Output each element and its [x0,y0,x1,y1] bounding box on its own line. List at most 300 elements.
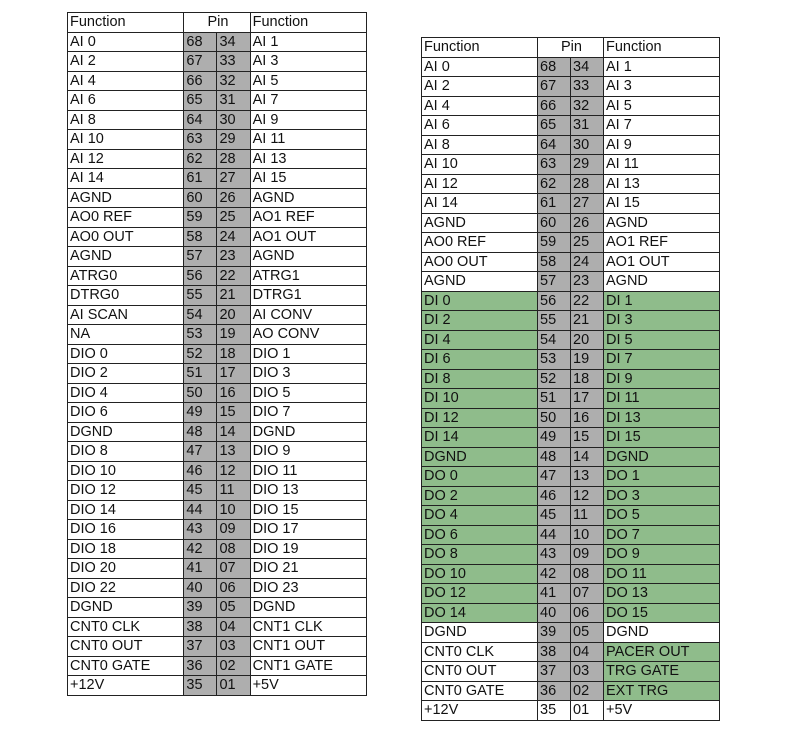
pin-right-cell: 15 [217,403,250,423]
function-left-cell: DIO 6 [68,403,184,423]
function-left-cell: CNT0 GATE [68,656,184,676]
pin-right-cell: 05 [217,598,250,618]
pin-right-cell: 04 [571,642,604,662]
function-right-cell: DIO 13 [250,481,366,501]
column-header-function-right: Function [604,38,720,58]
table-row [422,506,720,526]
pin-right-cell: 25 [217,208,250,228]
function-right-cell: DI 1 [604,291,720,311]
table-row [68,676,367,696]
function-right-cell: DO 5 [604,506,720,526]
pin-right-cell: 11 [571,506,604,526]
pin-left-cell: 60 [184,188,217,208]
table-row [422,681,720,701]
table-row [422,662,720,682]
pin-right-cell: 26 [217,188,250,208]
pin-left-cell: 37 [538,662,571,682]
function-left-cell: AGND [422,213,538,233]
function-right-cell: DI 15 [604,428,720,448]
pin-right-cell: 28 [571,174,604,194]
pin-left-cell: 53 [184,325,217,345]
function-left-cell: DI 10 [422,389,538,409]
function-right-cell: CNT1 OUT [250,637,366,657]
pin-left-cell: 35 [184,676,217,696]
pin-left-cell: 49 [184,403,217,423]
pin-left-cell: 46 [184,461,217,481]
function-right-cell: AGND [250,188,366,208]
pin-right-cell: 08 [217,539,250,559]
pin-left-cell: 67 [184,52,217,72]
function-left-cell: CNT0 OUT [68,637,184,657]
function-left-cell: CNT0 GATE [422,681,538,701]
function-left-cell: DIO 16 [68,520,184,540]
function-left-cell: ATRG0 [68,266,184,286]
table-row [422,155,720,175]
pin-right-cell: 22 [571,291,604,311]
pin-right-cell: 33 [217,52,250,72]
function-right-cell: +5V [604,701,720,721]
pin-left-cell: 36 [184,656,217,676]
function-right-cell: AI 3 [604,77,720,97]
table-row [68,442,367,462]
function-left-cell: AI 2 [68,52,184,72]
pin-right-cell: 19 [571,350,604,370]
column-header-function-left: Function [68,13,184,33]
pin-right-cell: 04 [217,617,250,637]
table-row [68,130,367,150]
function-left-cell: DGND [422,447,538,467]
pin-left-cell: 44 [184,500,217,520]
function-right-cell: EXT TRG [604,681,720,701]
pin-left-cell: 67 [538,77,571,97]
pin-right-cell: 12 [217,461,250,481]
pin-right-cell: 24 [217,227,250,247]
function-right-cell: DO 15 [604,603,720,623]
pin-left-cell: 51 [538,389,571,409]
function-right-cell: AI 13 [250,149,366,169]
pin-right-cell: 31 [571,116,604,136]
function-left-cell: DI 0 [422,291,538,311]
pin-left-cell: 48 [184,422,217,442]
function-right-cell: DIO 17 [250,520,366,540]
pin-left-cell: 52 [538,369,571,389]
function-left-cell: AI 10 [422,155,538,175]
pin-left-cell: 58 [538,252,571,272]
pin-left-cell: 62 [184,149,217,169]
pin-right-cell: 29 [217,130,250,150]
pin-left-cell: 45 [184,481,217,501]
function-left-cell: DI 4 [422,330,538,350]
function-right-cell: DIO 11 [250,461,366,481]
pin-left-cell: 40 [184,578,217,598]
function-left-cell: +12V [68,676,184,696]
pin-right-cell: 22 [217,266,250,286]
pin-right-cell: 25 [571,233,604,253]
function-left-cell: DI 8 [422,369,538,389]
pin-right-cell: 30 [571,135,604,155]
function-left-cell: DIO 10 [68,461,184,481]
function-left-cell: AO0 REF [422,233,538,253]
pin-right-cell: 11 [217,481,250,501]
table-row [68,52,367,72]
function-right-cell: DIO 15 [250,500,366,520]
function-left-cell: DO 0 [422,467,538,487]
pin-right-cell: 09 [217,520,250,540]
pin-right-cell: 17 [571,389,604,409]
function-right-cell: AGND [250,247,366,267]
function-right-cell: DGND [604,447,720,467]
table-header-row [422,38,720,58]
function-left-cell: DI 6 [422,350,538,370]
function-right-cell: DIO 19 [250,539,366,559]
pin-right-cell: 32 [571,96,604,116]
function-right-cell: AGND [604,213,720,233]
function-right-cell: AI CONV [250,305,366,325]
function-left-cell: AI 12 [68,149,184,169]
table-row [68,598,367,618]
table-row [422,486,720,506]
pin-left-cell: 53 [538,350,571,370]
pin-right-cell: 18 [571,369,604,389]
table-row [68,110,367,130]
pin-right-cell: 06 [217,578,250,598]
function-left-cell: DIO 18 [68,539,184,559]
function-right-cell: AI 11 [250,130,366,150]
table-row [422,642,720,662]
function-left-cell: DIO 2 [68,364,184,384]
pin-right-cell: 08 [571,564,604,584]
pin-right-cell: 34 [217,32,250,52]
pin-left-cell: 43 [538,545,571,565]
pin-left-cell: 47 [184,442,217,462]
column-header-pin: Pin [538,38,604,58]
function-right-cell: AI 7 [250,91,366,111]
pin-left-cell: 38 [538,642,571,662]
function-left-cell: AI SCAN [68,305,184,325]
function-right-cell: DIO 5 [250,383,366,403]
function-right-cell: CNT1 GATE [250,656,366,676]
pin-right-cell: 03 [571,662,604,682]
pin-left-cell: 59 [538,233,571,253]
function-right-cell: DIO 21 [250,559,366,579]
table-row [68,247,367,267]
table-row [68,559,367,579]
pin-left-cell: 42 [538,564,571,584]
function-right-cell: +5V [250,676,366,696]
function-right-cell: AI 7 [604,116,720,136]
table-row [68,32,367,52]
function-right-cell: TRG GATE [604,662,720,682]
table-row [422,564,720,584]
pin-right-cell: 02 [217,656,250,676]
pin-right-cell: 10 [217,500,250,520]
function-right-cell: DO 7 [604,525,720,545]
function-left-cell: AI 6 [68,91,184,111]
table-row [422,311,720,331]
table-row [68,325,367,345]
pin-left-cell: 58 [184,227,217,247]
function-left-cell: DIO 12 [68,481,184,501]
table-row [68,617,367,637]
pin-right-cell: 18 [217,344,250,364]
pin-left-cell: 38 [184,617,217,637]
table-row [68,520,367,540]
pin-left-cell: 66 [538,96,571,116]
pin-right-cell: 10 [571,525,604,545]
table-header-row [68,13,367,33]
pin-left-cell: 63 [538,155,571,175]
function-right-cell: AO1 OUT [250,227,366,247]
table-row [422,603,720,623]
pin-right-cell: 23 [571,272,604,292]
table-row [422,350,720,370]
function-left-cell: DO 4 [422,506,538,526]
table-row [422,623,720,643]
function-right-cell: PACER OUT [604,642,720,662]
pin-left-cell: 39 [538,623,571,643]
pin-right-cell: 07 [571,584,604,604]
table-row [422,701,720,721]
table-row [68,422,367,442]
pinout-table-right [421,37,720,721]
pin-left-cell: 64 [184,110,217,130]
function-left-cell: DGND [422,623,538,643]
pin-left-cell: 50 [184,383,217,403]
function-left-cell: AI 8 [68,110,184,130]
function-left-cell: DGND [68,598,184,618]
pin-left-cell: 65 [184,91,217,111]
pin-right-cell: 16 [571,408,604,428]
function-right-cell: AI 3 [250,52,366,72]
table-row [68,539,367,559]
function-right-cell: AI 13 [604,174,720,194]
table-row [422,252,720,272]
column-header-function-right: Function [250,13,366,33]
pin-right-cell: 13 [217,442,250,462]
function-right-cell: DI 13 [604,408,720,428]
table-row [68,305,367,325]
table-row [422,447,720,467]
pin-right-cell: 03 [217,637,250,657]
function-left-cell: DGND [68,422,184,442]
pin-left-cell: 42 [184,539,217,559]
function-right-cell: DIO 9 [250,442,366,462]
table-row [422,213,720,233]
function-left-cell: DIO 22 [68,578,184,598]
function-right-cell: AI 15 [604,194,720,214]
pin-right-cell: 19 [217,325,250,345]
pin-left-cell: 61 [538,194,571,214]
column-header-pin: Pin [184,13,250,33]
table-row [422,174,720,194]
pin-left-cell: 45 [538,506,571,526]
pin-right-cell: 15 [571,428,604,448]
pin-right-cell: 26 [571,213,604,233]
table-row [422,272,720,292]
table-row [68,500,367,520]
function-right-cell: AI 9 [250,110,366,130]
function-right-cell: DTRG1 [250,286,366,306]
pinout-table-left [67,12,367,696]
function-left-cell: DI 12 [422,408,538,428]
function-right-cell: AI 15 [250,169,366,189]
column-header-function-left: Function [422,38,538,58]
function-left-cell: DTRG0 [68,286,184,306]
function-left-cell: DO 2 [422,486,538,506]
table-row [68,169,367,189]
table-row [422,330,720,350]
table-row [422,467,720,487]
function-left-cell: DO 6 [422,525,538,545]
pin-left-cell: 55 [184,286,217,306]
pin-right-cell: 21 [217,286,250,306]
table-row [68,403,367,423]
table-row [422,116,720,136]
table-row [422,369,720,389]
function-left-cell: DIO 20 [68,559,184,579]
function-right-cell: AO1 REF [250,208,366,228]
function-left-cell: CNT0 CLK [422,642,538,662]
function-right-cell: AI 1 [250,32,366,52]
pin-right-cell: 01 [217,676,250,696]
function-left-cell: AGND [68,247,184,267]
pin-right-cell: 34 [571,57,604,77]
function-right-cell: AO1 OUT [604,252,720,272]
function-right-cell: AI 5 [250,71,366,91]
function-right-cell: DIO 23 [250,578,366,598]
pin-left-cell: 49 [538,428,571,448]
function-right-cell: DO 11 [604,564,720,584]
pin-left-cell: 44 [538,525,571,545]
function-right-cell: ATRG1 [250,266,366,286]
table-row [422,233,720,253]
function-left-cell: DO 10 [422,564,538,584]
function-left-cell: AI 6 [422,116,538,136]
pin-left-cell: 52 [184,344,217,364]
function-right-cell: DGND [250,422,366,442]
function-right-cell: DI 9 [604,369,720,389]
table-row [422,194,720,214]
table-row [68,656,367,676]
pin-left-cell: 54 [184,305,217,325]
function-left-cell: AI 12 [422,174,538,194]
function-left-cell: DO 8 [422,545,538,565]
pin-right-cell: 12 [571,486,604,506]
pin-right-cell: 23 [217,247,250,267]
table-row [68,286,367,306]
pin-right-cell: 20 [571,330,604,350]
table-row [68,364,367,384]
function-right-cell: AI 5 [604,96,720,116]
function-right-cell: DIO 3 [250,364,366,384]
function-left-cell: DIO 0 [68,344,184,364]
table-row [68,578,367,598]
function-right-cell: DIO 1 [250,344,366,364]
pin-right-cell: 13 [571,467,604,487]
pin-left-cell: 48 [538,447,571,467]
pin-right-cell: 14 [571,447,604,467]
pin-right-cell: 31 [217,91,250,111]
table-row [422,57,720,77]
pin-right-cell: 29 [571,155,604,175]
function-left-cell: DIO 14 [68,500,184,520]
pin-right-cell: 30 [217,110,250,130]
function-left-cell: AO0 REF [68,208,184,228]
pin-left-cell: 51 [184,364,217,384]
function-right-cell: DO 9 [604,545,720,565]
pin-left-cell: 36 [538,681,571,701]
pin-right-cell: 09 [571,545,604,565]
function-left-cell: AI 4 [422,96,538,116]
pin-left-cell: 68 [184,32,217,52]
function-right-cell: AI 11 [604,155,720,175]
function-left-cell: CNT0 CLK [68,617,184,637]
function-left-cell: AGND [422,272,538,292]
table-row [422,77,720,97]
pin-left-cell: 56 [184,266,217,286]
function-left-cell: NA [68,325,184,345]
table-row [68,149,367,169]
pin-right-cell: 33 [571,77,604,97]
table-row [68,637,367,657]
pin-left-cell: 54 [538,330,571,350]
function-left-cell: DO 12 [422,584,538,604]
pin-left-cell: 41 [184,559,217,579]
pin-right-cell: 24 [571,252,604,272]
function-right-cell: DO 3 [604,486,720,506]
table-row [68,383,367,403]
function-right-cell: AI 9 [604,135,720,155]
table-row [68,227,367,247]
pin-left-cell: 55 [538,311,571,331]
pin-left-cell: 62 [538,174,571,194]
table-row [422,135,720,155]
function-left-cell: AI 14 [68,169,184,189]
function-left-cell: AI 10 [68,130,184,150]
function-right-cell: AI 1 [604,57,720,77]
pin-left-cell: 57 [184,247,217,267]
table-row [422,525,720,545]
table-row [422,291,720,311]
function-right-cell: DGND [604,623,720,643]
function-right-cell: DI 5 [604,330,720,350]
function-left-cell: +12V [422,701,538,721]
pin-left-cell: 43 [184,520,217,540]
function-left-cell: AI 8 [422,135,538,155]
function-left-cell: AI 0 [68,32,184,52]
pin-right-cell: 06 [571,603,604,623]
pin-right-cell: 05 [571,623,604,643]
pin-left-cell: 39 [184,598,217,618]
function-left-cell: CNT0 OUT [422,662,538,682]
pin-left-cell: 66 [184,71,217,91]
pin-left-cell: 37 [184,637,217,657]
function-right-cell: DIO 7 [250,403,366,423]
pin-left-cell: 60 [538,213,571,233]
pin-right-cell: 20 [217,305,250,325]
function-right-cell: DI 7 [604,350,720,370]
table-row [68,344,367,364]
pin-left-cell: 63 [184,130,217,150]
function-right-cell: AGND [604,272,720,292]
function-left-cell: AO0 OUT [68,227,184,247]
pin-right-cell: 14 [217,422,250,442]
pin-left-cell: 41 [538,584,571,604]
table-row [422,408,720,428]
pin-left-cell: 56 [538,291,571,311]
pin-right-cell: 07 [217,559,250,579]
function-right-cell: DI 3 [604,311,720,331]
